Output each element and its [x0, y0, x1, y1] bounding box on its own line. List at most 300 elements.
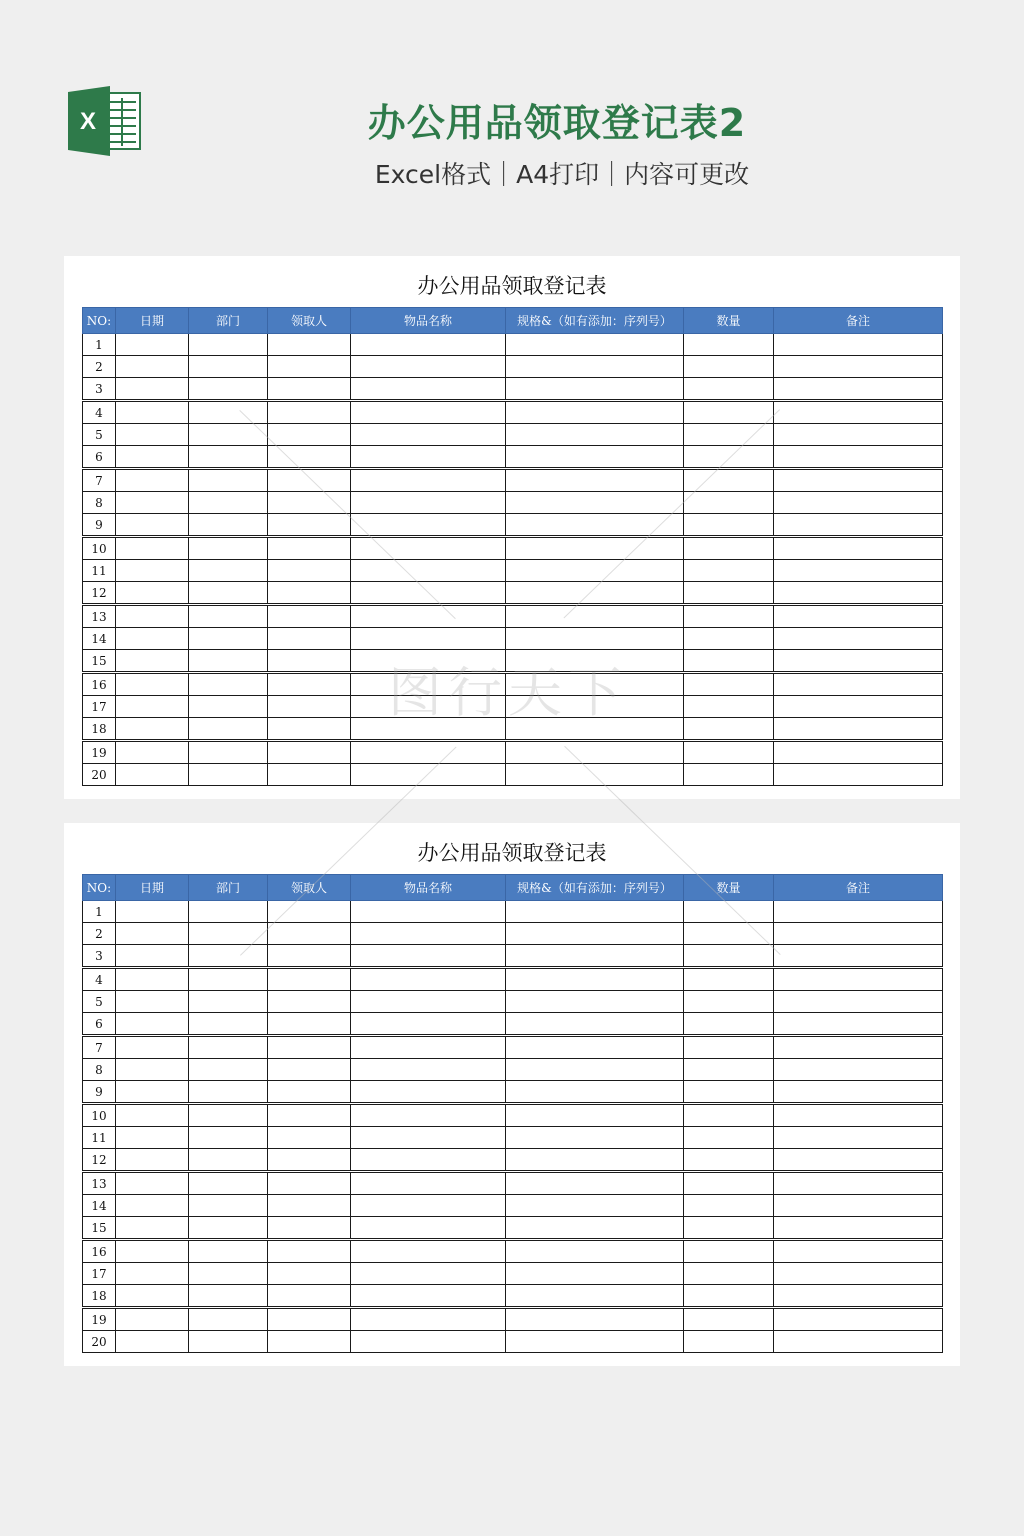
table-cell[interactable]: [116, 537, 189, 560]
table-cell[interactable]: [774, 560, 943, 582]
table-cell[interactable]: [774, 469, 943, 492]
table-cell[interactable]: [351, 718, 506, 741]
table-cell[interactable]: [351, 492, 506, 514]
table-cell[interactable]: [684, 1059, 774, 1081]
table-cell[interactable]: [351, 741, 506, 764]
table-cell[interactable]: [506, 696, 684, 718]
table-cell[interactable]: [351, 1104, 506, 1127]
table-cell[interactable]: [268, 764, 351, 786]
table-cell[interactable]: [506, 968, 684, 991]
table-cell[interactable]: [506, 514, 684, 537]
table-cell[interactable]: [351, 1036, 506, 1059]
table-cell[interactable]: [116, 968, 189, 991]
table-cell[interactable]: [774, 923, 943, 945]
table-row: [83, 764, 943, 786]
table-cell[interactable]: [351, 582, 506, 605]
table-cell[interactable]: [684, 901, 774, 923]
table-cell[interactable]: [268, 1308, 351, 1331]
table-cell[interactable]: [506, 334, 684, 356]
table-cell[interactable]: [268, 1331, 351, 1353]
table-cell[interactable]: [506, 605, 684, 628]
table-cell[interactable]: [684, 537, 774, 560]
table-cell[interactable]: [268, 424, 351, 446]
table-cell[interactable]: [189, 334, 268, 356]
table-cell[interactable]: [351, 1013, 506, 1036]
table-cell[interactable]: [189, 1127, 268, 1149]
table-cell[interactable]: [774, 1127, 943, 1149]
table-cell[interactable]: [189, 514, 268, 537]
table-cell[interactable]: [268, 1195, 351, 1217]
table-cell[interactable]: [116, 1285, 189, 1308]
table-cell[interactable]: [774, 1013, 943, 1036]
table-cell[interactable]: [189, 492, 268, 514]
column-header: 部门: [189, 875, 268, 901]
table-cell[interactable]: [116, 901, 189, 923]
table-cell[interactable]: [774, 1240, 943, 1263]
table-cell[interactable]: [189, 718, 268, 741]
table-cell[interactable]: [506, 901, 684, 923]
table-cell[interactable]: [684, 923, 774, 945]
table-cell[interactable]: [684, 1104, 774, 1127]
table-cell[interactable]: [351, 537, 506, 560]
table-cell[interactable]: [268, 673, 351, 696]
table-cell[interactable]: [268, 469, 351, 492]
table-cell[interactable]: [684, 378, 774, 401]
table-cell[interactable]: [684, 334, 774, 356]
table-cell[interactable]: [684, 424, 774, 446]
table-cell[interactable]: [116, 424, 189, 446]
table-cell[interactable]: [774, 1081, 943, 1104]
table-cell[interactable]: [116, 718, 189, 741]
table-cell[interactable]: [351, 1195, 506, 1217]
table-cell[interactable]: [351, 968, 506, 991]
table-cell[interactable]: [116, 401, 189, 424]
table-cell[interactable]: [774, 650, 943, 673]
table-cell[interactable]: [189, 1240, 268, 1263]
table-cell[interactable]: [351, 1127, 506, 1149]
table-cell[interactable]: [684, 1263, 774, 1285]
table-cell[interactable]: [189, 1149, 268, 1172]
table-cell[interactable]: [506, 424, 684, 446]
table-cell[interactable]: [351, 605, 506, 628]
table-cell[interactable]: [774, 991, 943, 1013]
table-cell[interactable]: [189, 1059, 268, 1081]
table-cell[interactable]: [268, 1240, 351, 1263]
row-number: 7: [83, 1036, 116, 1059]
table-cell[interactable]: [116, 628, 189, 650]
row-number: 1: [83, 901, 116, 923]
table-cell[interactable]: [774, 1059, 943, 1081]
table-cell[interactable]: [268, 1285, 351, 1308]
table-cell[interactable]: [684, 446, 774, 469]
table-cell[interactable]: [116, 514, 189, 537]
table-cell[interactable]: [116, 1195, 189, 1217]
table-cell[interactable]: [116, 991, 189, 1013]
row-number: 12: [83, 1149, 116, 1172]
table-cell[interactable]: [351, 469, 506, 492]
table-cell[interactable]: [506, 923, 684, 945]
table-cell[interactable]: [351, 1059, 506, 1081]
table-cell[interactable]: [506, 446, 684, 469]
table-cell[interactable]: [774, 741, 943, 764]
table-cell[interactable]: [189, 560, 268, 582]
table-cell[interactable]: [268, 1127, 351, 1149]
table-cell[interactable]: [684, 696, 774, 718]
table-row: [83, 537, 943, 560]
table-cell[interactable]: [774, 901, 943, 923]
table-cell[interactable]: [268, 334, 351, 356]
table-cell[interactable]: [351, 1172, 506, 1195]
table-cell[interactable]: [189, 923, 268, 945]
table-cell[interactable]: [506, 741, 684, 764]
table-cell[interactable]: [774, 968, 943, 991]
table-cell[interactable]: [684, 492, 774, 514]
table-cell[interactable]: [774, 1331, 943, 1353]
table-cell[interactable]: [506, 650, 684, 673]
table-cell[interactable]: [268, 991, 351, 1013]
row-number: 8: [83, 492, 116, 514]
table-cell[interactable]: [684, 991, 774, 1013]
table-cell[interactable]: [189, 764, 268, 786]
table-cell[interactable]: [351, 696, 506, 718]
table-cell[interactable]: [506, 718, 684, 741]
table-cell[interactable]: [774, 1036, 943, 1059]
table-cell[interactable]: [684, 764, 774, 786]
table-cell[interactable]: [116, 673, 189, 696]
table-cell[interactable]: [774, 1285, 943, 1308]
table-cell[interactable]: [116, 1036, 189, 1059]
table-cell[interactable]: [268, 1217, 351, 1240]
table-cell[interactable]: [774, 356, 943, 378]
table-cell[interactable]: [774, 1149, 943, 1172]
table-cell[interactable]: [506, 582, 684, 605]
table-cell[interactable]: [351, 334, 506, 356]
table-cell[interactable]: [774, 1104, 943, 1127]
table-cell[interactable]: [116, 945, 189, 968]
table-cell[interactable]: [506, 1217, 684, 1240]
table-cell[interactable]: [684, 560, 774, 582]
table-cell[interactable]: [774, 1217, 943, 1240]
table-cell[interactable]: [189, 673, 268, 696]
table-cell[interactable]: [774, 378, 943, 401]
table-cell[interactable]: [116, 1331, 189, 1353]
row-number: 16: [83, 673, 116, 696]
table-cell[interactable]: [351, 1331, 506, 1353]
table-cell[interactable]: [506, 537, 684, 560]
table-cell[interactable]: [506, 356, 684, 378]
table-cell[interactable]: [116, 1059, 189, 1081]
table-cell[interactable]: [268, 696, 351, 718]
table-cell[interactable]: [684, 401, 774, 424]
table-cell[interactable]: [268, 923, 351, 945]
table-cell[interactable]: [116, 1172, 189, 1195]
table-cell[interactable]: [506, 401, 684, 424]
table-cell[interactable]: [351, 1263, 506, 1285]
table-cell[interactable]: [684, 1172, 774, 1195]
table-cell[interactable]: [116, 1217, 189, 1240]
table-cell[interactable]: [189, 605, 268, 628]
table-cell[interactable]: [189, 1104, 268, 1127]
table-cell[interactable]: [684, 1240, 774, 1263]
column-header: 领取人: [268, 308, 351, 334]
table-cell[interactable]: [774, 945, 943, 968]
table-cell[interactable]: [189, 401, 268, 424]
table-cell[interactable]: [268, 650, 351, 673]
table-cell[interactable]: [268, 582, 351, 605]
table-cell[interactable]: [774, 605, 943, 628]
table-cell[interactable]: [189, 968, 268, 991]
table-cell[interactable]: [506, 1036, 684, 1059]
table-cell[interactable]: [351, 945, 506, 968]
table-cell[interactable]: [684, 741, 774, 764]
table-row: [83, 605, 943, 628]
table-cell[interactable]: [684, 968, 774, 991]
table-cell[interactable]: [774, 424, 943, 446]
table-cell[interactable]: [774, 446, 943, 469]
table-cell[interactable]: [189, 696, 268, 718]
table-cell[interactable]: [268, 1013, 351, 1036]
table-cell[interactable]: [268, 1036, 351, 1059]
table-cell[interactable]: [684, 1217, 774, 1240]
table-cell[interactable]: [189, 537, 268, 560]
table-cell[interactable]: [506, 492, 684, 514]
table-cell[interactable]: [268, 492, 351, 514]
table-cell[interactable]: [684, 1081, 774, 1104]
table-cell[interactable]: [684, 1195, 774, 1217]
table-cell[interactable]: [189, 1081, 268, 1104]
table-cell[interactable]: [189, 1263, 268, 1285]
table-cell[interactable]: [351, 673, 506, 696]
table-cell[interactable]: [351, 401, 506, 424]
table-cell[interactable]: [268, 401, 351, 424]
table-cell[interactable]: [506, 1059, 684, 1081]
table-cell[interactable]: [351, 650, 506, 673]
table-cell[interactable]: [774, 1172, 943, 1195]
table-cell[interactable]: [116, 741, 189, 764]
table-cell[interactable]: [351, 991, 506, 1013]
table-cell[interactable]: [684, 718, 774, 741]
table-cell[interactable]: [774, 696, 943, 718]
table-cell[interactable]: [506, 628, 684, 650]
table-cell[interactable]: [684, 605, 774, 628]
table-cell[interactable]: [506, 1331, 684, 1353]
table-cell[interactable]: [774, 537, 943, 560]
table-cell[interactable]: [189, 628, 268, 650]
table-cell[interactable]: [189, 1217, 268, 1240]
table-cell[interactable]: [506, 1104, 684, 1127]
table-cell[interactable]: [268, 968, 351, 991]
table-cell[interactable]: [189, 1036, 268, 1059]
table-cell[interactable]: [189, 991, 268, 1013]
table-cell[interactable]: [684, 356, 774, 378]
table-cell[interactable]: [116, 605, 189, 628]
table-cell[interactable]: [189, 582, 268, 605]
table-cell[interactable]: [116, 378, 189, 401]
table-cell[interactable]: [351, 514, 506, 537]
table-cell[interactable]: [506, 469, 684, 492]
table-cell[interactable]: [351, 560, 506, 582]
table-cell[interactable]: [189, 1172, 268, 1195]
table-cell[interactable]: [774, 1308, 943, 1331]
table-cell[interactable]: [268, 628, 351, 650]
table-cell[interactable]: [351, 764, 506, 786]
table-cell[interactable]: [116, 446, 189, 469]
table-cell[interactable]: [268, 356, 351, 378]
table-cell[interactable]: [774, 492, 943, 514]
table-cell[interactable]: [506, 1149, 684, 1172]
table-cell[interactable]: [189, 446, 268, 469]
table-cell[interactable]: [189, 1013, 268, 1036]
table-cell[interactable]: [351, 446, 506, 469]
table-cell[interactable]: [684, 1285, 774, 1308]
table-cell[interactable]: [684, 1127, 774, 1149]
table-cell[interactable]: [506, 1127, 684, 1149]
table-cell[interactable]: [774, 1263, 943, 1285]
table-cell[interactable]: [351, 1217, 506, 1240]
table-cell[interactable]: [684, 1149, 774, 1172]
table-cell[interactable]: [116, 356, 189, 378]
table-cell[interactable]: [351, 1149, 506, 1172]
table-cell[interactable]: [774, 334, 943, 356]
table-cell[interactable]: [774, 718, 943, 741]
table-cell[interactable]: [684, 1013, 774, 1036]
table-cell[interactable]: [774, 764, 943, 786]
table-cell[interactable]: [684, 514, 774, 537]
table-cell[interactable]: [684, 650, 774, 673]
row-number: 18: [83, 718, 116, 741]
table-cell[interactable]: [506, 1240, 684, 1263]
table-cell[interactable]: [189, 469, 268, 492]
table-cell[interactable]: [506, 1081, 684, 1104]
table-cell[interactable]: [268, 605, 351, 628]
table-cell[interactable]: [351, 378, 506, 401]
table-cell[interactable]: [268, 1059, 351, 1081]
table-cell[interactable]: [506, 1195, 684, 1217]
table-cell[interactable]: [774, 582, 943, 605]
table-cell[interactable]: [774, 1195, 943, 1217]
table-cell[interactable]: [116, 1104, 189, 1127]
table-cell[interactable]: [506, 945, 684, 968]
table-cell[interactable]: [351, 356, 506, 378]
table-cell[interactable]: [684, 945, 774, 968]
watermark: 图行天下: [388, 661, 628, 724]
table-cell[interactable]: [116, 1263, 189, 1285]
table-cell[interactable]: [268, 1081, 351, 1104]
table-cell[interactable]: [506, 1285, 684, 1308]
table-cell[interactable]: [506, 1308, 684, 1331]
table-cell[interactable]: [116, 1081, 189, 1104]
table-cell[interactable]: [351, 424, 506, 446]
table-cell[interactable]: [189, 1285, 268, 1308]
table-cell[interactable]: [506, 1172, 684, 1195]
table-cell[interactable]: [189, 1308, 268, 1331]
table-cell[interactable]: [189, 424, 268, 446]
table-cell[interactable]: [684, 469, 774, 492]
table-cell[interactable]: [506, 560, 684, 582]
row-number: 14: [83, 1195, 116, 1217]
table-cell[interactable]: [774, 628, 943, 650]
table-cell[interactable]: [189, 945, 268, 968]
table-cell[interactable]: [351, 1285, 506, 1308]
table-cell[interactable]: [189, 901, 268, 923]
table-cell[interactable]: [506, 1013, 684, 1036]
row-number: 1: [83, 334, 116, 356]
table-cell[interactable]: [506, 764, 684, 786]
table-cell[interactable]: [116, 1127, 189, 1149]
table-cell[interactable]: [351, 1081, 506, 1104]
table-cell[interactable]: [506, 673, 684, 696]
table-cell[interactable]: [189, 650, 268, 673]
table-cell[interactable]: [189, 1195, 268, 1217]
table-cell[interactable]: [116, 1149, 189, 1172]
table-cell[interactable]: [506, 378, 684, 401]
table-cell[interactable]: [268, 446, 351, 469]
row-number: 6: [83, 446, 116, 469]
table-cell[interactable]: [684, 1331, 774, 1353]
table-cell[interactable]: [684, 582, 774, 605]
page-subtitle: Excel格式｜A4打印｜内容可更改: [374, 160, 750, 189]
table-cell[interactable]: [268, 514, 351, 537]
table-cell[interactable]: [189, 741, 268, 764]
table-cell[interactable]: [351, 901, 506, 923]
table-cell[interactable]: [774, 401, 943, 424]
table-cell[interactable]: [116, 1240, 189, 1263]
table-cell[interactable]: [116, 923, 189, 945]
table-cell[interactable]: [189, 356, 268, 378]
table-cell[interactable]: [268, 1149, 351, 1172]
table-cell[interactable]: [116, 469, 189, 492]
table-cell[interactable]: [116, 1013, 189, 1036]
sheet-title: 办公用品领取登记表: [417, 841, 607, 865]
table-cell[interactable]: [268, 901, 351, 923]
table-cell[interactable]: [506, 1263, 684, 1285]
table-cell[interactable]: [684, 628, 774, 650]
table-cell[interactable]: [684, 1308, 774, 1331]
table-row: [83, 582, 943, 605]
table-cell[interactable]: [116, 582, 189, 605]
table-cell[interactable]: [268, 537, 351, 560]
table-cell[interactable]: [351, 923, 506, 945]
table-cell[interactable]: [351, 1308, 506, 1331]
table-cell[interactable]: [684, 1036, 774, 1059]
table-cell[interactable]: [351, 1240, 506, 1263]
table-cell[interactable]: [116, 650, 189, 673]
table-cell[interactable]: [116, 764, 189, 786]
table-cell[interactable]: [116, 696, 189, 718]
table-cell[interactable]: [774, 514, 943, 537]
table-cell[interactable]: [268, 1104, 351, 1127]
table-cell[interactable]: [268, 378, 351, 401]
table-cell[interactable]: [268, 945, 351, 968]
table-cell[interactable]: [268, 1263, 351, 1285]
table-cell[interactable]: [189, 1331, 268, 1353]
table-cell[interactable]: [268, 718, 351, 741]
table-cell[interactable]: [116, 334, 189, 356]
table-cell[interactable]: [774, 673, 943, 696]
table-row: [83, 401, 943, 424]
table-cell[interactable]: [268, 560, 351, 582]
table-cell[interactable]: [116, 492, 189, 514]
table-cell[interactable]: [189, 378, 268, 401]
table-cell[interactable]: [351, 628, 506, 650]
table-cell[interactable]: [268, 741, 351, 764]
table-cell[interactable]: [506, 991, 684, 1013]
row-number: 15: [83, 1217, 116, 1240]
table-cell[interactable]: [268, 1172, 351, 1195]
table-cell[interactable]: [116, 560, 189, 582]
table-cell[interactable]: [116, 1308, 189, 1331]
table-cell[interactable]: [684, 673, 774, 696]
